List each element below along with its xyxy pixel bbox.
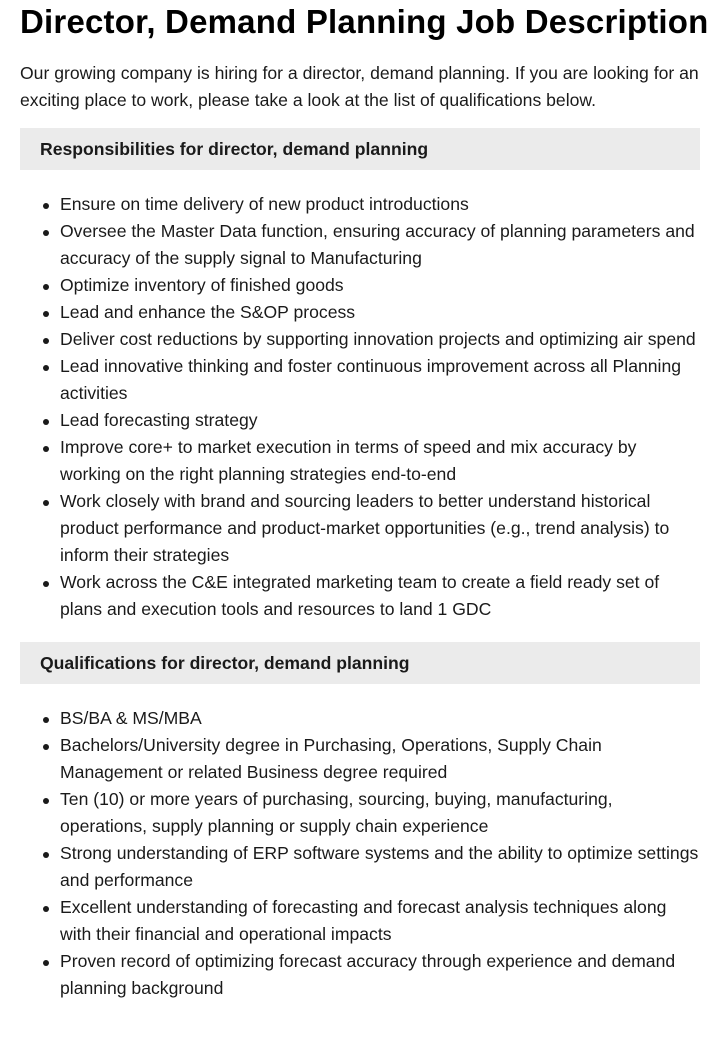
responsibility-item: Optimize inventory of finished goods: [60, 272, 700, 299]
responsibility-item: Deliver cost reductions by supporting innovation projects and optimizing air spend: [60, 326, 700, 353]
responsibility-item: Oversee the Master Data function, ensuring accuracy of planning parameters and accuracy of the supply signal to Manufacturing: [60, 218, 700, 272]
page-title: Director, Demand Planning Job Description: [20, 3, 709, 40]
responsibilities-heading: Responsibilities for director, demand planning: [20, 128, 700, 170]
responsibility-item: Ensure on time delivery of new product introductions: [60, 191, 700, 218]
qualification-item: Strong understanding of ERP software systems and the ability to optimize settings and performance: [60, 840, 700, 894]
qualification-item: Proven record of optimizing forecast accuracy through experience and demand planning background: [60, 948, 700, 1002]
qualification-item: Excellent understanding of forecasting and forecast analysis techniques along with their financial and operational impacts: [60, 894, 700, 948]
qualifications-heading: Qualifications for director, demand planning: [20, 642, 700, 684]
qualification-item: BS/BA & MS/MBA: [60, 705, 700, 732]
responsibility-item: Lead innovative thinking and foster continuous improvement across all Planning activities: [60, 353, 700, 407]
qualification-item: Ten (10) or more years of purchasing, sourcing, buying, manufacturing, operations, supply planning or supply chain experience: [60, 786, 700, 840]
responsibility-item: Lead and enhance the S&OP process: [60, 299, 700, 326]
qualification-item: Bachelors/University degree in Purchasing, Operations, Supply Chain Management or related Business degree required: [60, 732, 700, 786]
responsibility-item: Work closely with brand and sourcing leaders to better understand historical product performance and product-market opportunities (e.g., trend analysis) to inform their strategies: [60, 488, 700, 569]
intro-paragraph: Our growing company is hiring for a director, demand planning. If you are looking for an exciting place to work, please take a look at the list of qualifications below.: [20, 63, 699, 110]
responsibility-item: Work across the C&E integrated marketing team to create a field ready set of plans and execution tools and resources to land 1 GDC: [60, 569, 700, 623]
responsibility-item: Improve core+ to market execution in terms of speed and mix accuracy by working on the right planning strategies end-to-end: [60, 434, 700, 488]
responsibilities-list: [20, 191, 700, 623]
responsibility-item: Lead forecasting strategy: [60, 407, 700, 434]
qualifications-list: [20, 705, 700, 1002]
